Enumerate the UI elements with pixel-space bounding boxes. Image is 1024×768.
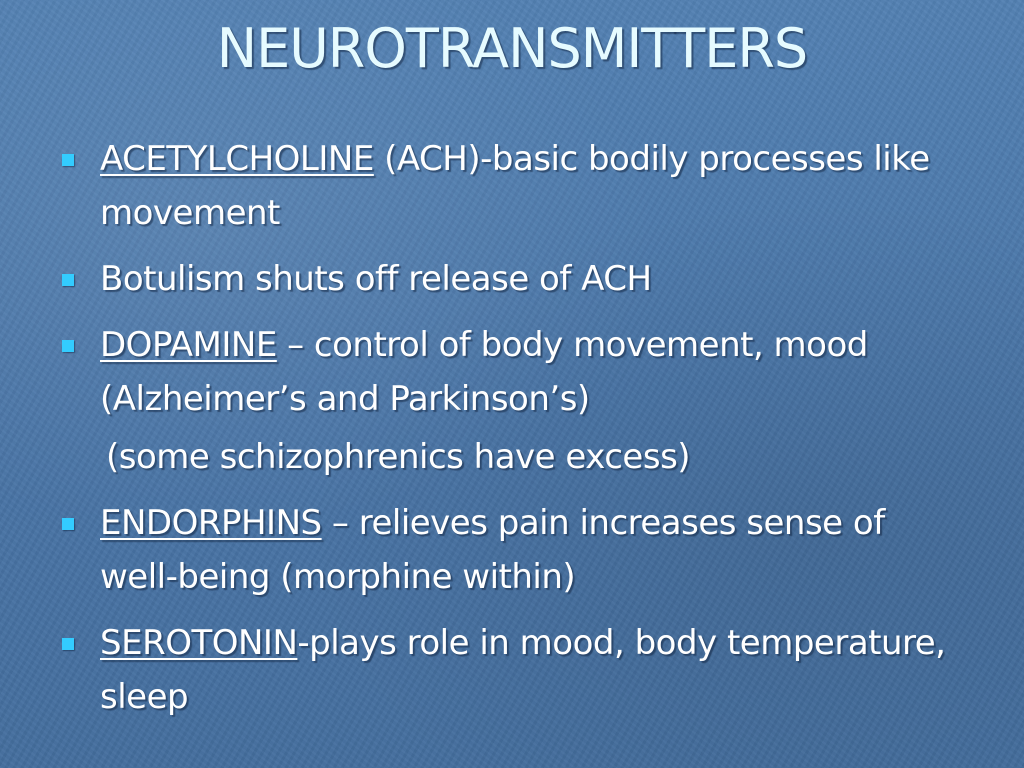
note-text: (some schizophrenics have excess) (106, 437, 691, 477)
square-bullet-icon (62, 518, 74, 530)
term-dopamine: DOPAMINE (100, 325, 277, 365)
indented-note (62, 430, 962, 484)
square-bullet-icon (62, 340, 74, 352)
bullet-text: (ACH)-basic bodily processes like movement (100, 139, 930, 233)
bullet-item-endorphins (62, 496, 962, 604)
term-acetylcholine: ACETYLCHOLINE (100, 139, 374, 179)
term-endorphins: ENDORPHINS (100, 503, 322, 543)
term-serotonin: SEROTONIN (100, 623, 298, 663)
bullet-text: -plays role in mood, body temperature, sleep (100, 623, 946, 717)
square-bullet-icon (62, 154, 74, 166)
bullet-text: – control of body movement, mood (Alzheimer’s and Parkinson’s) (100, 325, 868, 419)
bullet-list (62, 132, 962, 736)
square-bullet-icon (62, 274, 74, 286)
bullet-item-dopamine (62, 318, 962, 426)
slide-title: NEUROTRANSMITTERS (216, 17, 808, 80)
bullet-text: Botulism shuts off release of ACH (100, 259, 652, 299)
square-bullet-icon (62, 638, 74, 650)
bullet-item-botulism (62, 252, 962, 306)
bullet-item-acetylcholine (62, 132, 962, 240)
bullet-text: – relieves pain increases sense of well-being (morphine within) (100, 503, 885, 597)
bullet-item-serotonin (62, 616, 962, 724)
